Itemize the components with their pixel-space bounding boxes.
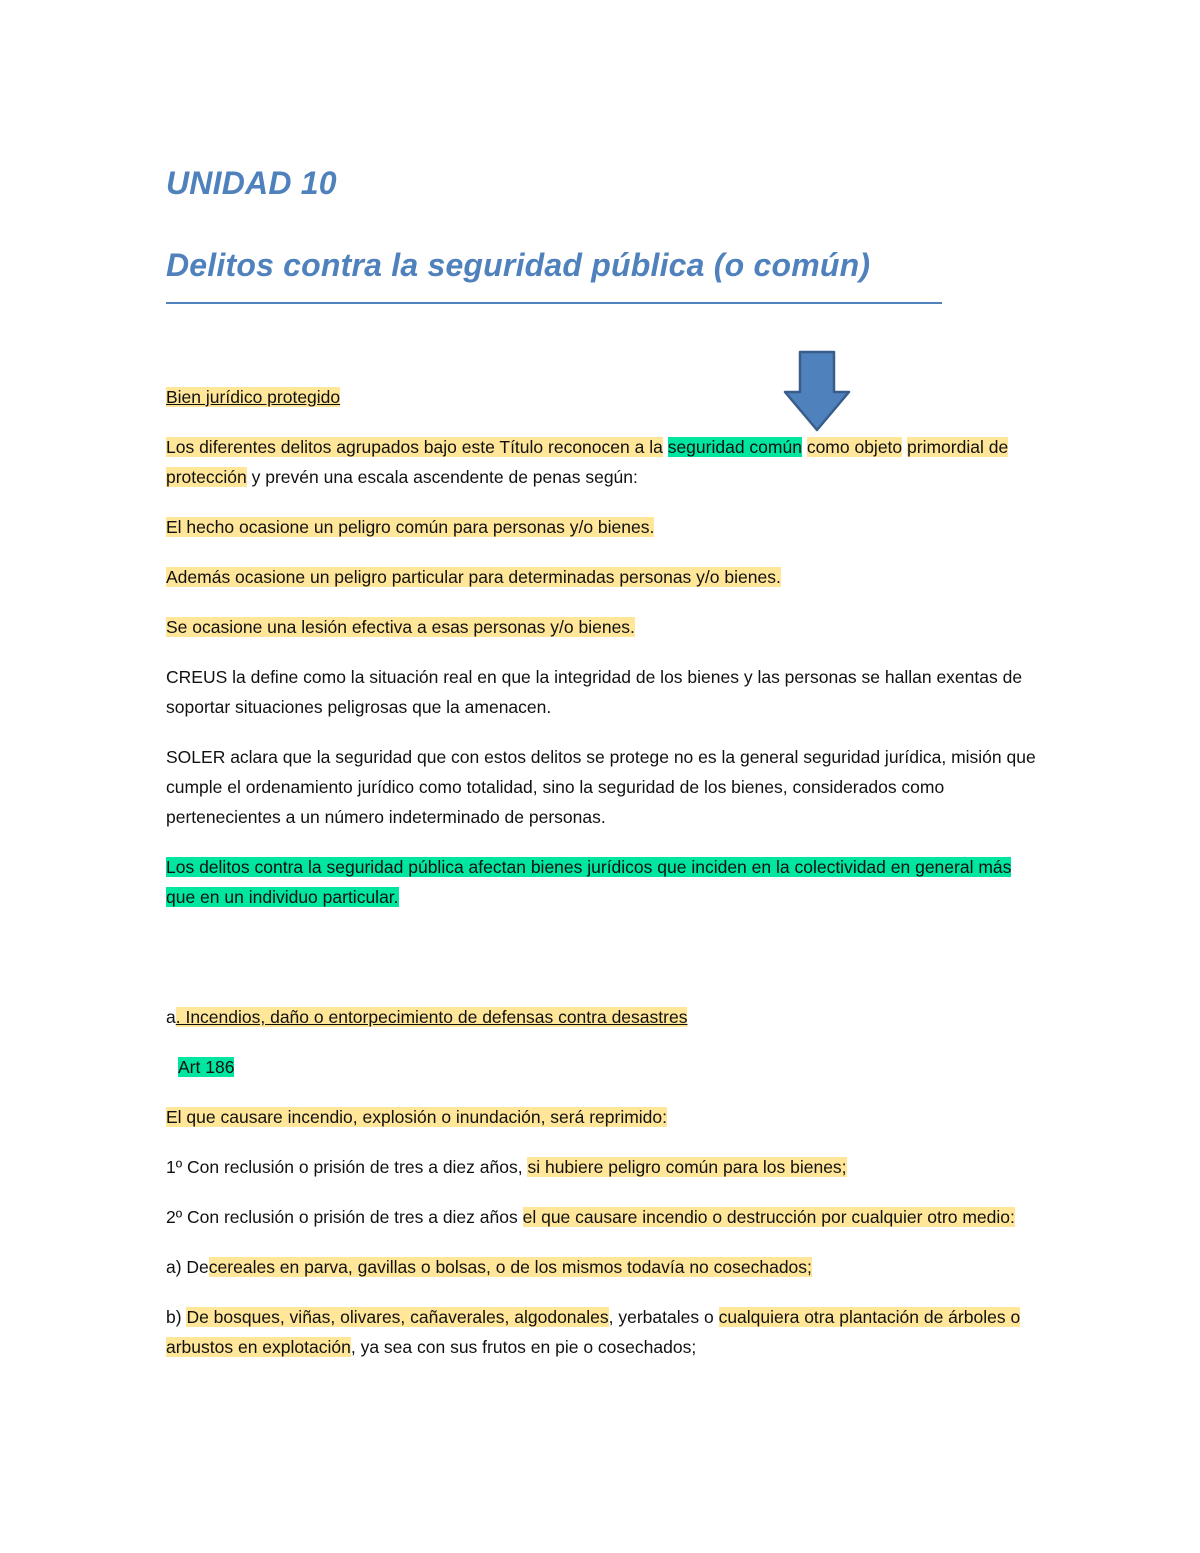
- unit-title: UNIDAD 10: [166, 165, 337, 201]
- heading-text: . Incendios, daño o entorpecimiento de defensas contra desastres: [175, 1007, 688, 1027]
- paragraph-creus: CREUS la define como la situación real en que la integridad de los bienes y las personas se hallan exentas de soportar situaciones peligrosas que la amenacen.: [166, 667, 1023, 717]
- paragraph-soler: SOLER aclara que la seguridad que con estos delitos se protege no es la general seguridad jurídica, misión que cumple el ordenamiento jurídico como totalidad, sino la seguridad de los bienes, considerados como pertenecientes a un número indeterminado de personas.: [166, 747, 1036, 827]
- paragraph-sub-a: [166, 1252, 1036, 1282]
- text-span-highlight-green: Art 186: [178, 1057, 235, 1077]
- text-span: cereales en parva, gavillas o bolsas, o de los mismos todavía no cosechados;: [208, 1257, 812, 1277]
- article-label: [166, 1052, 1036, 1082]
- text-span: , yerbatales o: [608, 1307, 714, 1327]
- text-span: Los diferentes delitos agrupados bajo este Título reconocen a la: [166, 437, 663, 457]
- text-span: Además ocasione un peligro particular para determinadas personas y/o bienes.: [166, 567, 781, 587]
- paragraph-item-3: [166, 612, 1036, 642]
- paragraph-intro: [166, 432, 1036, 492]
- paragraph-item-1: [166, 512, 1036, 542]
- text-span: b): [166, 1307, 182, 1327]
- paragraph-art-intro: [166, 1102, 1036, 1132]
- text-span: , ya sea con sus frutos en pie o cosechados;: [350, 1337, 697, 1357]
- paragraph-item-2: [166, 562, 1036, 592]
- text-span: y prevén una escala ascendente de penas según:: [251, 467, 638, 487]
- section-letter: a: [166, 1007, 176, 1027]
- document-body: [166, 382, 1036, 1382]
- paragraph-num-2: [166, 1202, 1036, 1232]
- text-span-highlight-green: Los delitos contra la seguridad pública afectan bienes jurídicos que inciden en la colectividad en general más que en un individuo particular.: [166, 857, 1012, 907]
- text-span: cualquiera otra plantación de árboles o arbustos en explotación: [166, 1307, 1021, 1357]
- title-underline: [166, 302, 942, 304]
- text-span: el que causare incendio o destrucción por cualquier otro medio:: [522, 1207, 1015, 1227]
- text-span: Se ocasione una lesión efectiva a esas personas y/o bienes.: [166, 617, 635, 637]
- text-span: a) De: [166, 1257, 209, 1277]
- section-heading-bien-juridico: [166, 382, 1036, 412]
- text-span: como objeto: [806, 437, 903, 457]
- text-span: El hecho ocasione un peligro común para personas y/o bienes.: [166, 517, 655, 537]
- spacer: [166, 932, 1036, 1002]
- text-span-highlight-green: seguridad común: [667, 437, 802, 457]
- text-span: De bosques, viñas, olivares, cañaverales, algodonales: [186, 1307, 609, 1327]
- section-heading-incendios: [166, 1002, 1036, 1032]
- paragraph-summary: [166, 852, 1036, 912]
- text-span: El que causare incendio, explosión o inundación, será reprimido:: [166, 1107, 667, 1127]
- text-span: 2º Con reclusión o prisión de tres a diez años: [166, 1207, 518, 1227]
- page-title: Delitos contra la seguridad pública (o común): [166, 247, 871, 283]
- text-span: primordial de protección: [166, 437, 1009, 487]
- text-span: 1º Con reclusión o prisión de tres a diez años,: [166, 1157, 523, 1177]
- paragraph-num-1: [166, 1152, 1036, 1182]
- heading-text: Bien jurídico protegido: [166, 387, 341, 407]
- text-span: si hubiere peligro común para los bienes;: [527, 1157, 847, 1177]
- paragraph-sub-b: [166, 1302, 1036, 1362]
